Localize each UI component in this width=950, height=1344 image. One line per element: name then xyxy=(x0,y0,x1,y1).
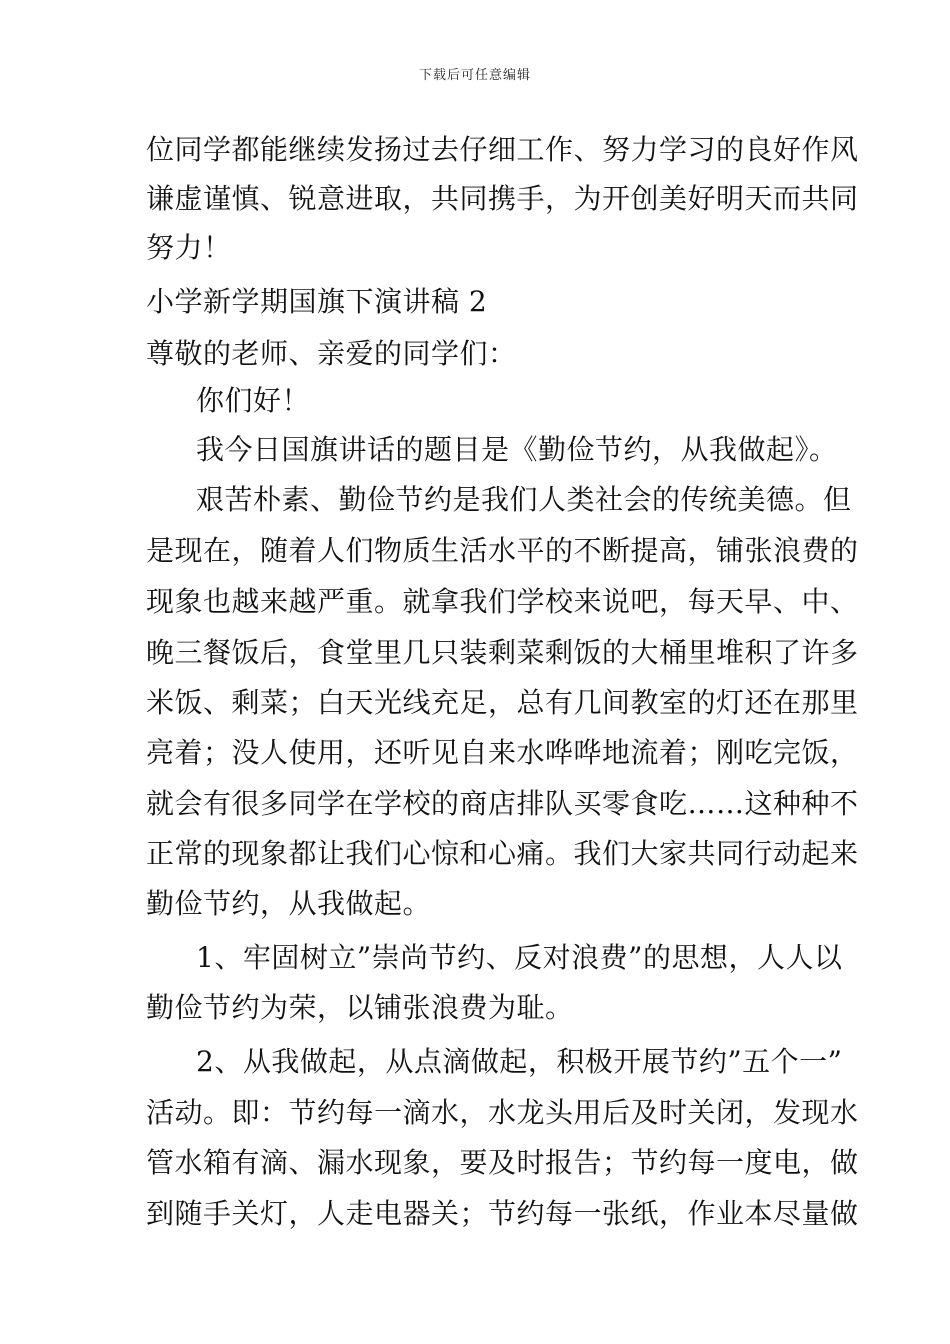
paragraph-line: 正常的现象都让我们心惊和心痛。我们大家共同行动起来 xyxy=(146,837,859,870)
paragraph-line: 努力！ xyxy=(146,231,232,264)
paragraph-line: 是现在，随着人们物质生活水平的不断提高，铺张浪费的 xyxy=(146,534,859,567)
greeting: 你们好！ xyxy=(196,384,311,417)
paragraph-line: 米饭、剩菜；白天光线充足，总有几间教室的灯还在那里 xyxy=(146,686,859,719)
paragraph-line: 到随手关灯，人走电器关；节约每一张纸，作业本尽量做 xyxy=(146,1197,859,1230)
list-item-1: 1、牢固树立”崇尚节约、反对浪费”的思想，人人以 xyxy=(196,941,843,974)
paragraph-line: 艰苦朴素、勤俭节约是我们人类社会的传统美德。但 xyxy=(196,483,852,516)
page-header: 下载后可任意编辑 xyxy=(418,68,531,83)
section-title: 小学新学期国旗下演讲稿 2 xyxy=(146,285,488,318)
speech-topic: 我今日国旗讲话的题目是《勤俭节约，从我做起》。 xyxy=(196,433,838,466)
paragraph-line: 谦虚谨慎、锐意进取，共同携手，为开创美好明天而共同 xyxy=(146,182,859,215)
paragraph-line: 现象也越来越严重。就拿我们学校来说吧，每天早、中、 xyxy=(146,585,859,618)
paragraph-line: 位同学都能继续发扬过去仔细工作、努力学习的良好作风 xyxy=(146,133,859,166)
paragraph-line: 勤俭节约，从我做起。 xyxy=(146,887,432,920)
list-item-2: 2、从我做起，从点滴做起，积极开展节约”五个一” xyxy=(196,1045,843,1078)
paragraph-line: 晚三餐饭后，食堂里几只装剩菜剩饭的大桶里堆积了许多 xyxy=(146,636,859,669)
paragraph-line: 勤俭节约为荣，以铺张浪费为耻。 xyxy=(146,991,574,1024)
salutation: 尊敬的老师、亲爱的同学们： xyxy=(146,337,517,370)
paragraph-line: 活动。即：节约每一滴水，水龙头用后及时关闭，发现水 xyxy=(146,1096,859,1129)
paragraph-line: 就会有很多同学在学校的商店排队买零食吃……这种种不 xyxy=(146,787,859,820)
paragraph-line: 亮着；没人使用，还听见自来水哗哗地流着；刚吃完饭， xyxy=(146,736,859,769)
paragraph-line: 管水箱有滴、漏水现象，要及时报告；节约每一度电，做 xyxy=(146,1146,859,1179)
